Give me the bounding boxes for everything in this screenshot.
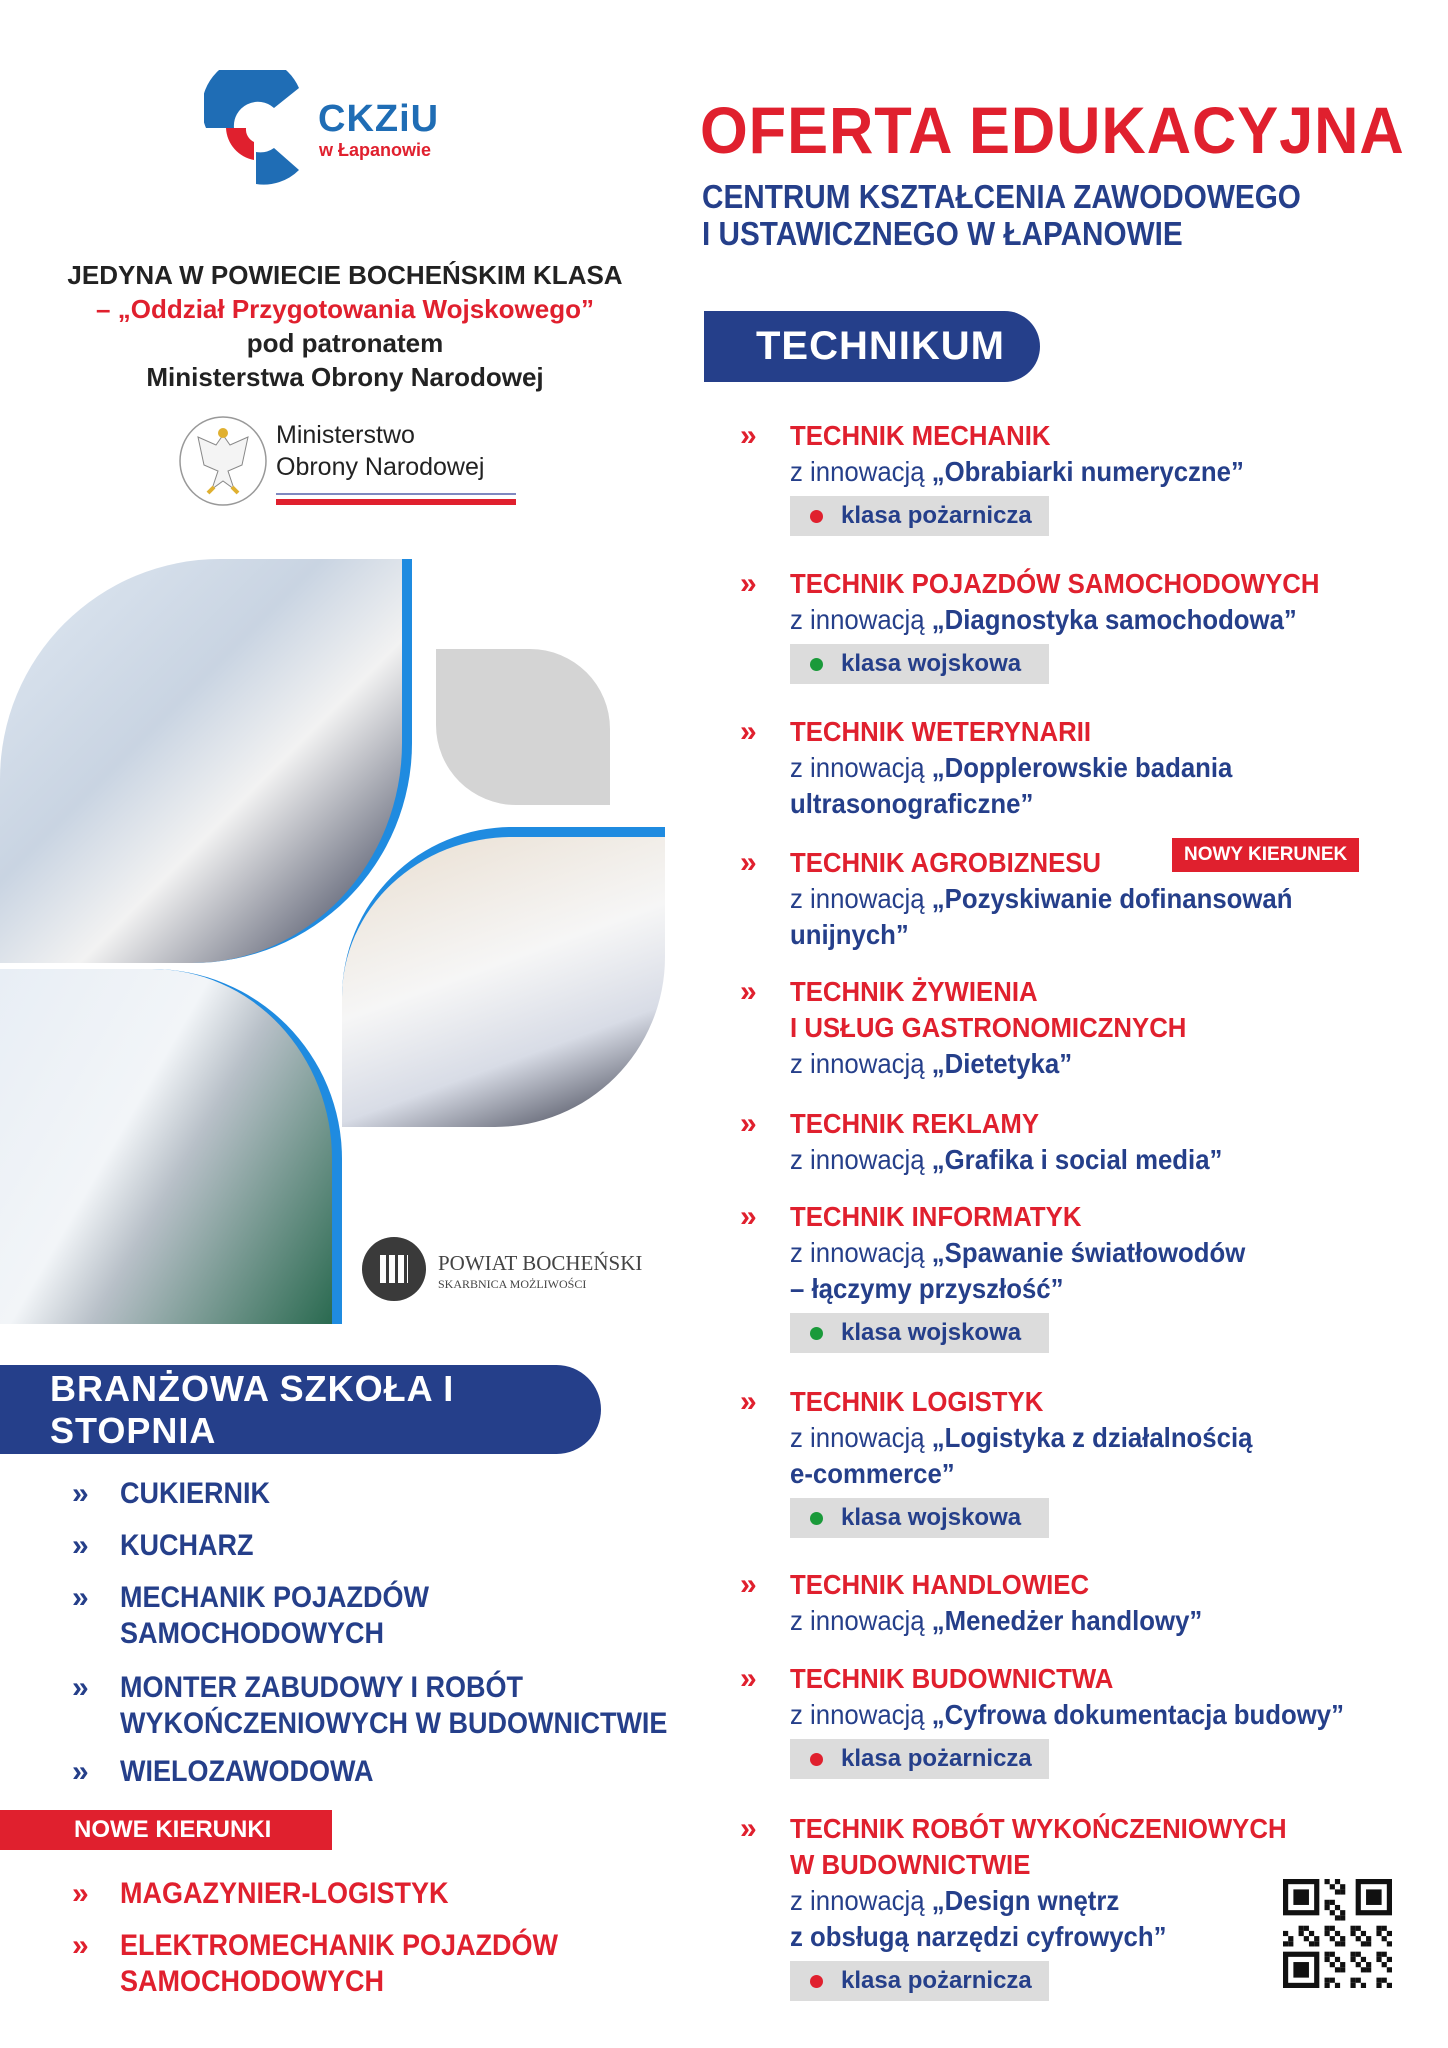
program-item	[72, 1876, 672, 1912]
program-name: WYKOŃCZENIOWYCH W BUDOWNICTWIE	[120, 1707, 668, 1740]
program-name: KUCHARZ	[120, 1529, 254, 1562]
program-item	[740, 1199, 1420, 1353]
innovation-name: „Dopplerowskie badania	[931, 752, 1233, 783]
dot-icon	[810, 658, 823, 671]
badge-label: klasa wojskowa	[841, 1504, 1022, 1531]
chevron-right-icon: »	[72, 1671, 89, 1704]
class-badge	[790, 496, 1049, 536]
innovation-name: „Spawanie światłowodów	[931, 1237, 1246, 1268]
program-innovation	[790, 1603, 1370, 1639]
program-name: TECHNIK HANDLOWIEC	[790, 1569, 1090, 1600]
program-name: MECHANIK POJAZDÓW	[120, 1581, 430, 1614]
photo-collage	[0, 559, 665, 1324]
innovation-prefix: z innowacją	[790, 752, 925, 783]
program-innovation	[790, 750, 1370, 786]
decorative-gray-shape	[436, 649, 610, 805]
eagle-emblem-icon	[178, 415, 268, 507]
chevron-right-icon: »	[72, 1477, 89, 1510]
program-innovation	[790, 1271, 1370, 1307]
military-class-tagline	[40, 258, 650, 394]
program-name: WIELOZAWODOWA	[120, 1755, 374, 1788]
innovation-prefix: z innowacją	[790, 1144, 925, 1175]
page-subtitle	[702, 178, 1301, 252]
badge-label: klasa pożarnicza	[841, 1967, 1032, 1994]
program-name: SAMOCHODOWYCH	[120, 1965, 384, 1998]
innovation-prefix: z innowacją	[790, 1885, 925, 1916]
branzowa-heading: BRANŻOWA SZKOŁA I STOPNIA	[0, 1365, 601, 1454]
chevron-right-icon: »	[740, 1107, 757, 1140]
innovation-name: „Grafika i social media”	[931, 1144, 1223, 1175]
tagline-line: JEDYNA W POWIECIE BOCHEŃSKIM KLASA	[67, 260, 623, 290]
new-programs-heading: NOWE KIERUNKI	[0, 1810, 332, 1850]
class-badge	[790, 1739, 1049, 1779]
innovation-name: „Logistyka z działalnością	[931, 1422, 1253, 1453]
badge-label: klasa pożarnicza	[841, 502, 1032, 529]
program-innovation	[790, 1235, 1370, 1271]
program-innovation	[790, 1456, 1370, 1492]
program-item	[72, 1670, 672, 1742]
tagline-line: Ministerstwa Obrony Narodowej	[146, 362, 544, 392]
chevron-right-icon: »	[740, 846, 757, 879]
program-item	[740, 1661, 1420, 1779]
innovation-prefix: z innowacją	[790, 1699, 925, 1730]
program-item	[740, 1106, 1420, 1178]
powiat-logo-line: SKARBNICA MOŻLIWOŚCI	[438, 1277, 587, 1291]
program-innovation	[790, 881, 1370, 917]
innovation-prefix: z innowacją	[790, 1048, 925, 1079]
program-item	[72, 1754, 672, 1790]
powiat-emblem-icon	[362, 1237, 426, 1301]
dot-icon	[810, 1327, 823, 1340]
program-name: TECHNIK ROBÓT WYKOŃCZENIOWYCH	[790, 1813, 1287, 1844]
class-badge	[790, 644, 1049, 684]
program-name: W BUDOWNICTWIE	[790, 1849, 1031, 1880]
chevron-right-icon: »	[72, 1877, 89, 1910]
chevron-right-icon: »	[72, 1755, 89, 1788]
chevron-right-icon: »	[740, 1568, 757, 1601]
dot-icon	[810, 510, 823, 523]
program-name: TECHNIK POJAZDÓW SAMOCHODOWYCH	[790, 568, 1320, 599]
innovation-name: „Design wnętrz	[931, 1885, 1120, 1916]
innovation-prefix: z innowacją	[790, 883, 925, 914]
chevron-right-icon: »	[740, 567, 757, 600]
program-innovation	[790, 1046, 1370, 1082]
innovation-prefix: z innowacją	[790, 456, 925, 487]
program-name: ELEKTROMECHANIK POJAZDÓW	[120, 1929, 559, 1962]
dot-icon	[810, 1512, 823, 1525]
powiat-logo	[362, 1237, 662, 1303]
badge-label: klasa wojskowa	[841, 650, 1022, 677]
program-name: TECHNIK WETERYNARII	[790, 716, 1092, 747]
program-name: MONTER ZABUDOWY I ROBÓT	[120, 1671, 523, 1704]
class-badge	[790, 1498, 1049, 1538]
program-name: SAMOCHODOWYCH	[120, 1617, 384, 1650]
photo-students-exhibition	[342, 827, 665, 1127]
program-item	[72, 1580, 672, 1652]
chevron-right-icon: »	[740, 1200, 757, 1233]
innovation-prefix: z innowacją	[790, 1422, 925, 1453]
program-item	[740, 566, 1420, 684]
innovation-name: z obsługą narzędzi cyfrowych”	[790, 1921, 1167, 1952]
program-name: TECHNIK AGROBIZNESU	[790, 847, 1102, 878]
program-name: TECHNIK ŻYWIENIA	[790, 976, 1038, 1007]
mon-logo-line: Obrony Narodowej	[276, 453, 485, 481]
logo-name: CKZiU	[318, 98, 440, 140]
subtitle-line: I USTAWICZNEGO W ŁAPANOWIE	[702, 215, 1183, 252]
chevron-right-icon: »	[740, 1662, 757, 1695]
innovation-name: – łączymy przyszłość”	[790, 1273, 1064, 1304]
dot-icon	[810, 1975, 823, 1988]
innovation-name: „Diagnostyka samochodowa”	[931, 604, 1297, 635]
innovation-name: „Dietetyka”	[931, 1048, 1073, 1079]
program-name: TECHNIK INFORMATYK	[790, 1201, 1082, 1232]
technikum-heading: TECHNIKUM	[704, 311, 1040, 382]
innovation-prefix: z innowacją	[790, 1237, 925, 1268]
program-name: MAGAZYNIER-LOGISTYK	[120, 1877, 449, 1910]
photo-cooks	[0, 559, 412, 963]
tagline-line: pod patronatem	[246, 328, 444, 358]
mon-logo-stripe	[276, 493, 516, 495]
qr-code-icon[interactable]	[1283, 1879, 1392, 1988]
program-item	[72, 1928, 672, 2000]
chevron-right-icon: »	[740, 975, 757, 1008]
program-name: TECHNIK REKLAMY	[790, 1108, 1040, 1139]
dot-icon	[810, 1753, 823, 1766]
program-item	[740, 974, 1420, 1082]
chevron-right-icon: »	[740, 715, 757, 748]
innovation-prefix: z innowacją	[790, 604, 925, 635]
program-item	[740, 1384, 1420, 1538]
chevron-right-icon: »	[72, 1529, 89, 1562]
tagline-highlight: – „Oddział Przygotowania Wojskowego”	[96, 294, 594, 324]
program-name: TECHNIK BUDOWNICTWA	[790, 1663, 1114, 1694]
program-name: TECHNIK MECHANIK	[790, 420, 1051, 451]
program-innovation	[790, 786, 1370, 822]
innovation-name: ultrasonograficzne”	[790, 788, 1034, 819]
innovation-name: „Obrabiarki numeryczne”	[931, 456, 1244, 487]
subtitle-line: CENTRUM KSZTAŁCENIA ZAWODOWEGO	[702, 178, 1301, 215]
program-innovation	[790, 917, 1370, 953]
ckziu-logo-mark-icon	[204, 70, 304, 186]
chevron-right-icon: »	[740, 1385, 757, 1418]
mon-logo	[178, 415, 518, 510]
program-innovation	[790, 1142, 1370, 1178]
class-badge	[790, 1313, 1049, 1353]
program-item	[72, 1528, 672, 1564]
program-item	[740, 418, 1420, 536]
program-innovation	[790, 1697, 1370, 1733]
mon-logo-line: Ministerstwo	[276, 421, 415, 449]
program-innovation	[790, 602, 1370, 638]
photo-painters	[0, 969, 342, 1324]
mon-logo-stripe	[276, 499, 516, 505]
innovation-name: e-commerce”	[790, 1458, 955, 1489]
badge-label: klasa pożarnicza	[841, 1745, 1032, 1772]
innovation-name: unijnych”	[790, 919, 909, 950]
ckziu-logo	[204, 70, 454, 186]
badge-label: klasa wojskowa	[841, 1319, 1022, 1346]
program-innovation	[790, 1420, 1370, 1456]
program-name: TECHNIK LOGISTYK	[790, 1386, 1044, 1417]
program-name: CUKIERNIK	[120, 1477, 271, 1510]
chevron-right-icon: »	[740, 1812, 757, 1845]
class-badge	[790, 1961, 1049, 2001]
chevron-right-icon: »	[740, 419, 757, 452]
chevron-right-icon: »	[72, 1581, 89, 1614]
innovation-name: „Pozyskiwanie dofinansowań	[931, 883, 1293, 914]
program-innovation	[790, 454, 1370, 490]
innovation-name: „Cyfrowa dokumentacja budowy”	[931, 1699, 1344, 1730]
new-program-tag: NOWY KIERUNEK	[1172, 838, 1359, 872]
logo-place: w Łapanowie	[319, 140, 432, 160]
program-name: I USŁUG GASTRONOMICZNYCH	[790, 1012, 1187, 1043]
powiat-logo-line: POWIAT BOCHEŃSKI	[438, 1251, 643, 1275]
innovation-prefix: z innowacją	[790, 1605, 925, 1636]
program-item	[72, 1476, 672, 1512]
chevron-right-icon: »	[72, 1929, 89, 1962]
innovation-name: „Menedżer handlowy”	[931, 1605, 1203, 1636]
page-title: OFERTA EDUKACYJNA	[700, 93, 1405, 167]
program-item	[740, 1567, 1420, 1639]
program-item	[740, 714, 1420, 822]
